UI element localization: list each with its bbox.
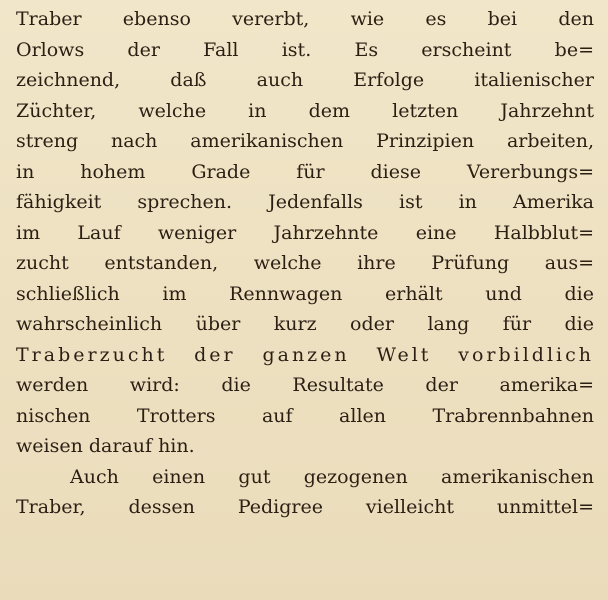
text-line: fähigkeit sprechen. Jedenfalls ist in Amerika (16, 191, 594, 213)
text-line: schließlich im Rennwagen erhält und die (16, 282, 594, 305)
text-line: zeichnend, daß auch Erfolge italienischer (16, 69, 594, 91)
body-text (16, 4, 594, 523)
text-line: in hohem Grade für diese Vererbungs= (16, 160, 594, 183)
text-line: werden wird: die Resultate der amerika= (16, 374, 594, 396)
text-line: im Lauf weniger Jahrzehnte eine Halbblut= (16, 221, 594, 244)
text-line: nischen Trotters auf allen Trabrennbahnen (16, 404, 594, 427)
paragraph-last-line: weisen darauf hin. (16, 435, 195, 457)
text-line: Traber ebenso vererbt, wie es bei den (16, 8, 594, 30)
text-line: Traberzucht der ganzen Welt vorbildlich (16, 343, 594, 366)
text-line: wahrscheinlich über kurz oder lang für die (16, 313, 594, 335)
text-line: Traber, dessen Pedigree vielleicht unmittel= (16, 496, 594, 518)
paragraph-first-line: Auch einen gut gezogenen amerikanischen (70, 465, 594, 488)
text-line: streng nach amerikanischen Prinzipien arbeiten, (16, 130, 594, 152)
text-line: zucht entstanden, welche ihre Prüfung aus= (16, 252, 594, 274)
text-line: Züchter, welche in dem letzten Jahrzehnt (16, 99, 594, 122)
text-line: Orlows der Fall ist. Es erscheint be= (16, 38, 594, 61)
